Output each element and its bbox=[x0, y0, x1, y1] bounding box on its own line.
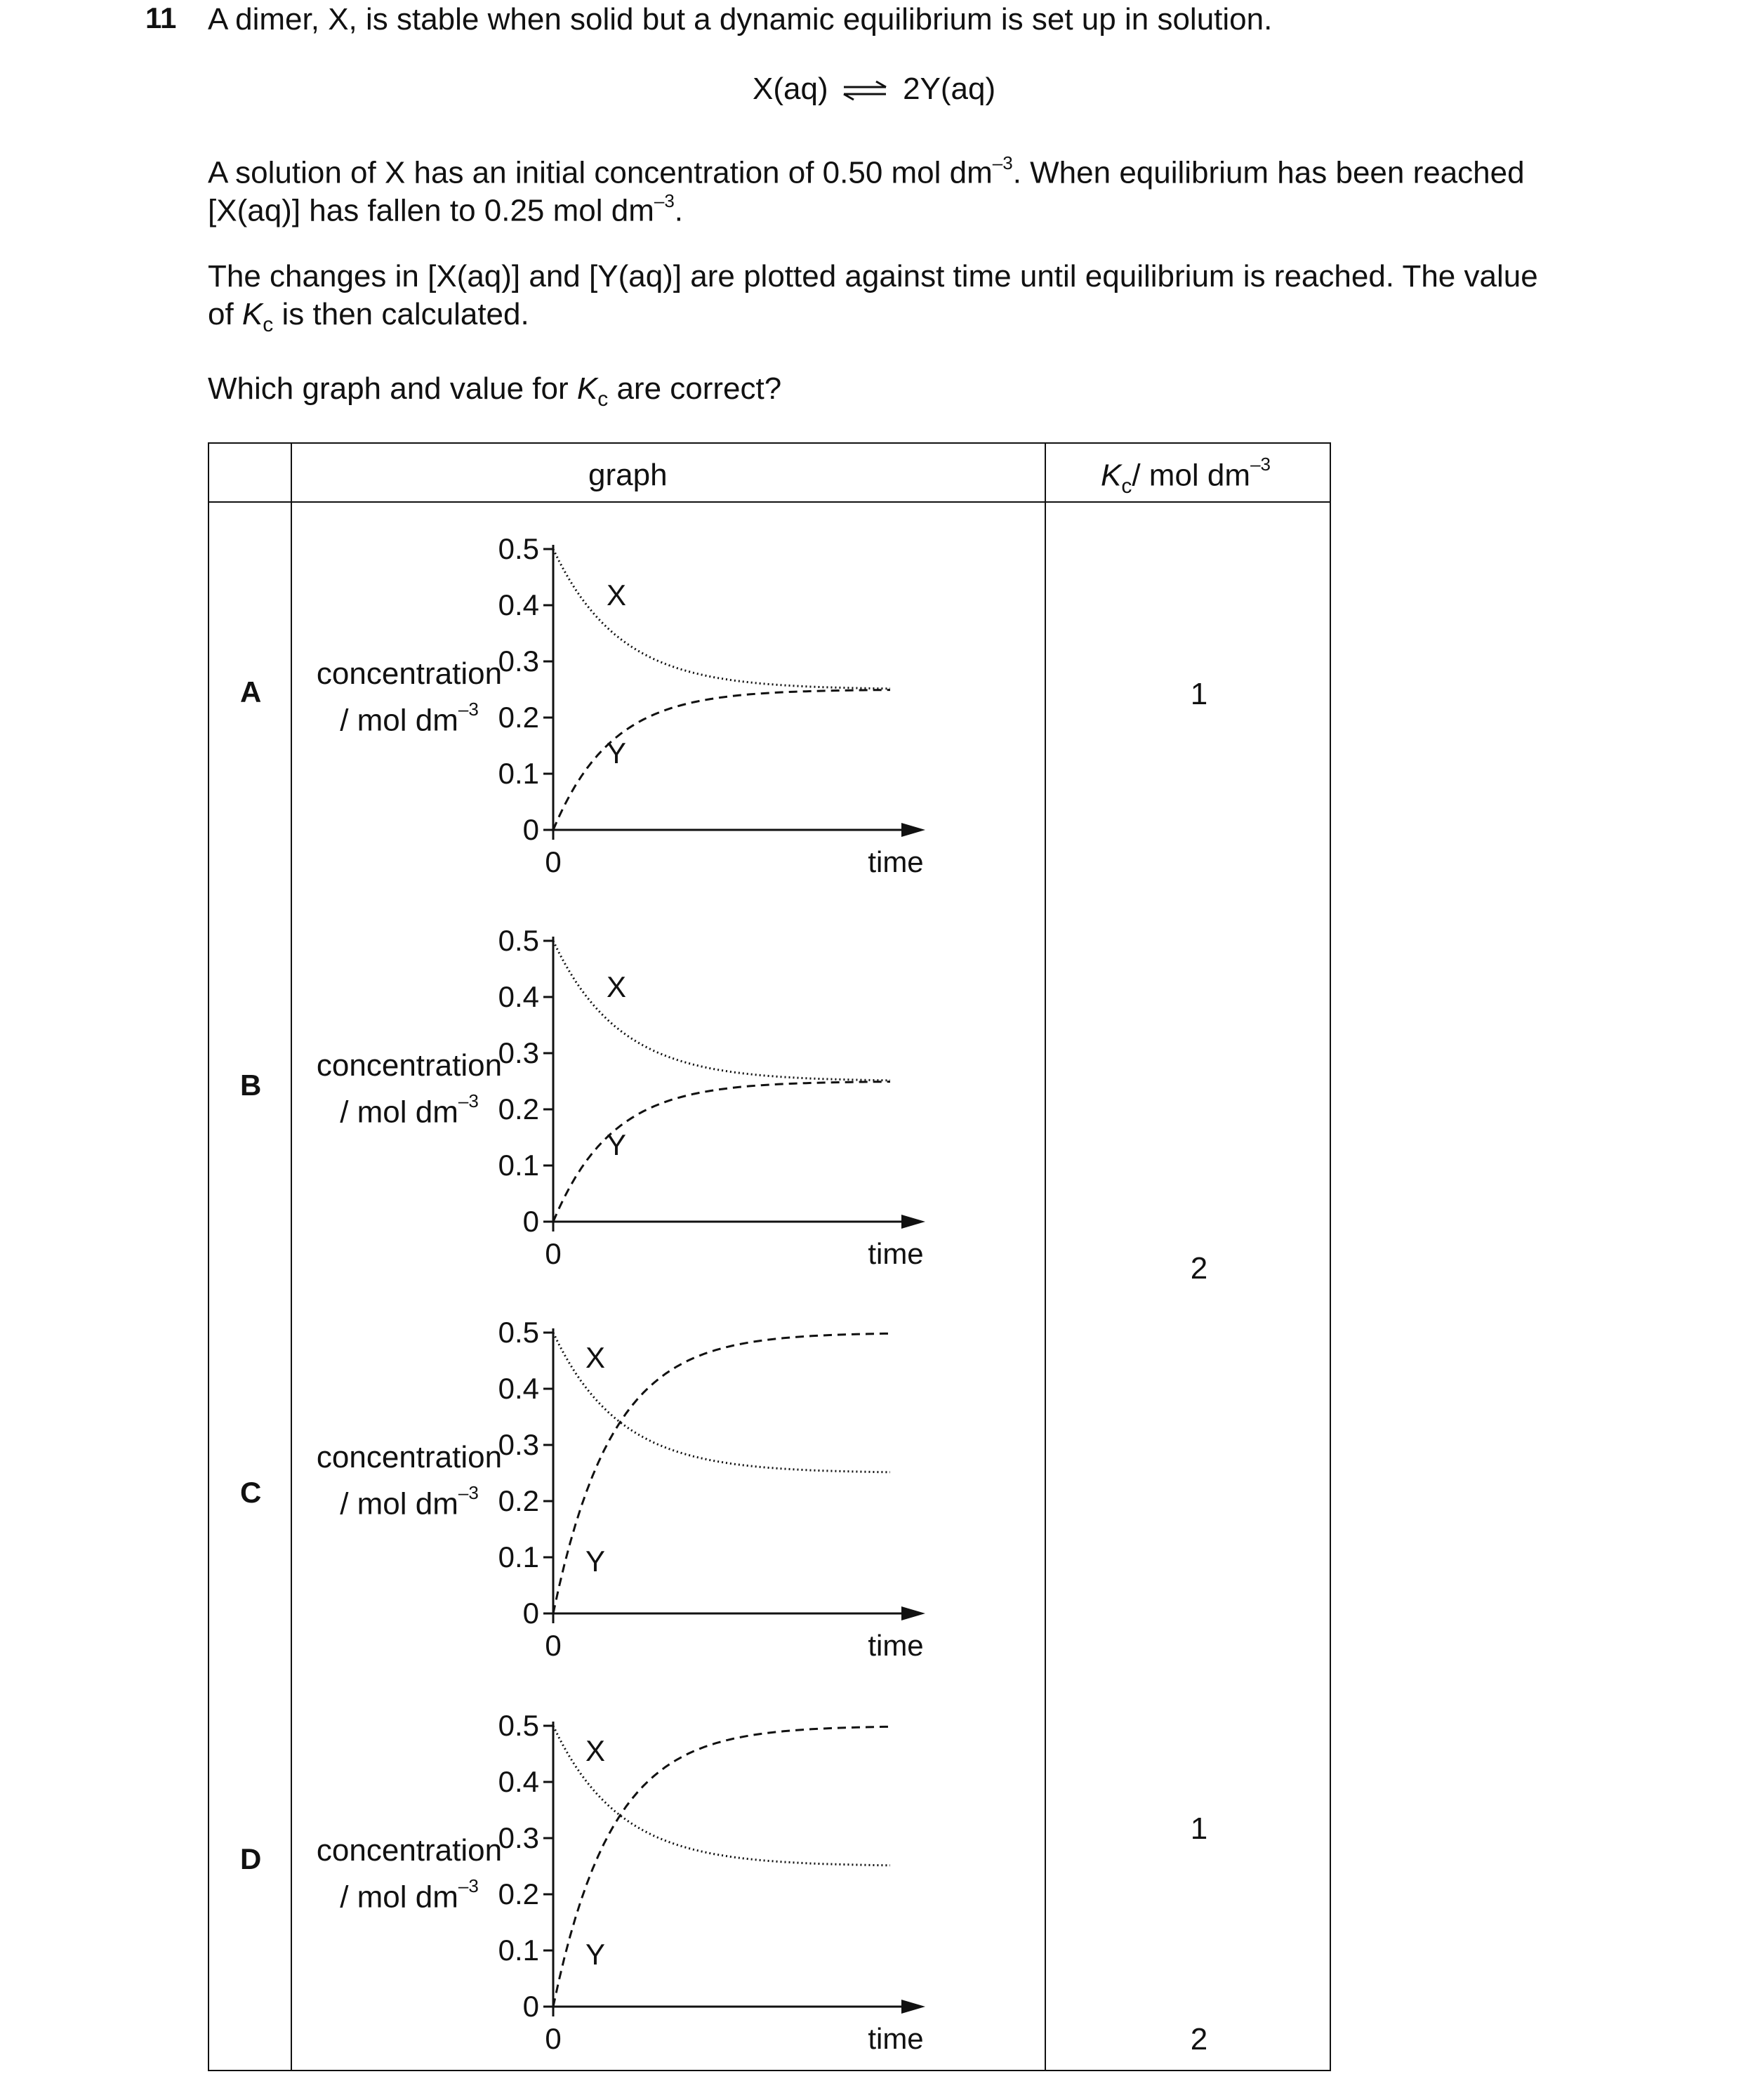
series-y-label: Y bbox=[606, 1128, 627, 1161]
x-axis-arrow-icon bbox=[901, 1215, 925, 1229]
kc-value: 1 bbox=[1190, 1811, 1208, 1846]
y-axis-label: concentration / mol $dm^{-3}$ bbox=[316, 1048, 503, 1130]
equilibrium-arrows-icon bbox=[841, 80, 890, 101]
y-tick-label: 0.4 bbox=[498, 980, 539, 1013]
series-x-label: X bbox=[606, 579, 627, 612]
concentration-time-graph bbox=[498, 521, 939, 886]
y-tick-label: 0.1 bbox=[498, 757, 539, 790]
answer-row-c[interactable] bbox=[209, 1305, 1330, 1846]
x-origin-label: 0 bbox=[545, 1237, 562, 1270]
answer-table bbox=[208, 442, 1331, 2071]
x-origin-label: 0 bbox=[545, 2022, 562, 2055]
x-axis-arrow-icon bbox=[901, 1606, 925, 1620]
equation-reactant: X(aq) bbox=[753, 72, 828, 106]
concentration-time-graph bbox=[498, 913, 939, 1278]
y-tick-label: 0.4 bbox=[498, 1765, 539, 1798]
y-axis-label: concentration / mol $dm^{-3}$ bbox=[316, 1440, 503, 1521]
y-tick-label: 0 bbox=[522, 1205, 539, 1238]
series-x-label: X bbox=[606, 970, 627, 1003]
option-letter: B bbox=[240, 1069, 262, 1102]
y-tick-label: 0.3 bbox=[498, 1821, 539, 1854]
y-tick-label: 0 bbox=[522, 1990, 539, 2023]
header-divider bbox=[209, 501, 1330, 503]
y-axis-label: concentration / mol $dm^{-3}$ bbox=[316, 656, 503, 738]
y-axis-label: concentration / mol $dm^{-3}$ bbox=[316, 1833, 503, 1915]
info-line-1: A solution of X has an initial concentration of 0.50 mol $dm^{-3}$. When equilibrium has been reached bbox=[208, 152, 1525, 190]
y-tick-label: 0.5 bbox=[498, 1316, 539, 1349]
series-y-label: Y bbox=[585, 1545, 606, 1578]
y-tick-label: 0 bbox=[522, 1597, 539, 1630]
series-x-curve bbox=[553, 549, 890, 689]
y-tick-label: 0.4 bbox=[498, 588, 539, 621]
answer-row-b[interactable] bbox=[209, 913, 1330, 1306]
y-tick-label: 0.3 bbox=[498, 1036, 539, 1069]
answer-row-a[interactable] bbox=[209, 521, 1330, 914]
option-letter: D bbox=[240, 1842, 262, 1875]
y-tick-label: 0.2 bbox=[498, 701, 539, 734]
x-origin-label: 0 bbox=[545, 1629, 562, 1662]
x-axis-label: time bbox=[868, 1237, 924, 1270]
y-tick-label: 0.5 bbox=[498, 532, 539, 565]
info-line-4: of $K_c$ is then calculated. bbox=[208, 297, 529, 336]
kc-value: 2 bbox=[1190, 2022, 1208, 2056]
option-letter: A bbox=[240, 675, 262, 708]
series-y-label: Y bbox=[606, 737, 627, 770]
y-tick-label: 0.2 bbox=[498, 1484, 539, 1517]
y-tick-label: 0 bbox=[522, 813, 539, 846]
info-line-2: [X(aq)] has fallen to 0.25 mol $dm^{-3}$. bbox=[208, 190, 684, 228]
y-tick-label: 0.2 bbox=[498, 1092, 539, 1125]
kc-value: 1 bbox=[1190, 677, 1208, 711]
x-axis-label: time bbox=[868, 1629, 924, 1662]
y-tick-label: 0.1 bbox=[498, 1934, 539, 1967]
y-tick-label: 0.5 bbox=[498, 924, 539, 957]
x-axis-label: time bbox=[868, 2022, 924, 2055]
y-tick-label: 0.1 bbox=[498, 1149, 539, 1182]
series-y-curve bbox=[553, 1082, 890, 1222]
y-tick-label: 0.2 bbox=[498, 1877, 539, 1910]
x-origin-label: 0 bbox=[545, 845, 562, 878]
x-axis-arrow-icon bbox=[901, 823, 925, 837]
concentration-time-graph bbox=[498, 1698, 939, 2063]
answer-row-d[interactable] bbox=[209, 1698, 1330, 2091]
y-tick-label: 0.1 bbox=[498, 1540, 539, 1573]
info-line-3: The changes in [X(aq)] and [Y(aq)] are plotted against time until equilibrium is reached. The value bbox=[208, 259, 1538, 293]
series-y-label: Y bbox=[585, 1938, 606, 1971]
x-axis-label: time bbox=[868, 845, 924, 878]
equilibrium-equation bbox=[753, 72, 995, 107]
series-x-curve bbox=[553, 941, 890, 1081]
y-tick-label: 0.5 bbox=[498, 1709, 539, 1742]
series-x-label: X bbox=[585, 1341, 606, 1374]
equation-product: 2Y(aq) bbox=[903, 72, 996, 106]
y-tick-label: 0.4 bbox=[498, 1372, 539, 1405]
kc-value: 2 bbox=[1190, 1251, 1208, 1286]
series-y-curve bbox=[553, 690, 890, 830]
x-axis-arrow-icon bbox=[901, 2000, 925, 2014]
header-kc: $K_c/$ mol $dm^{-3}$ bbox=[1101, 454, 1271, 498]
series-x-label: X bbox=[585, 1734, 606, 1767]
y-tick-label: 0.3 bbox=[498, 1428, 539, 1461]
question-number: 11 bbox=[145, 1, 177, 34]
concentration-time-graph bbox=[498, 1305, 939, 1670]
option-letter: C bbox=[240, 1476, 262, 1509]
question-intro: A dimer, X, is stable when solid but a dynamic equilibrium is set up in solution. bbox=[208, 2, 1273, 37]
question-prompt: Which graph and value for $K_c$ are correct? bbox=[208, 371, 782, 411]
y-tick-label: 0.3 bbox=[498, 645, 539, 678]
header-graph: graph bbox=[588, 458, 668, 492]
